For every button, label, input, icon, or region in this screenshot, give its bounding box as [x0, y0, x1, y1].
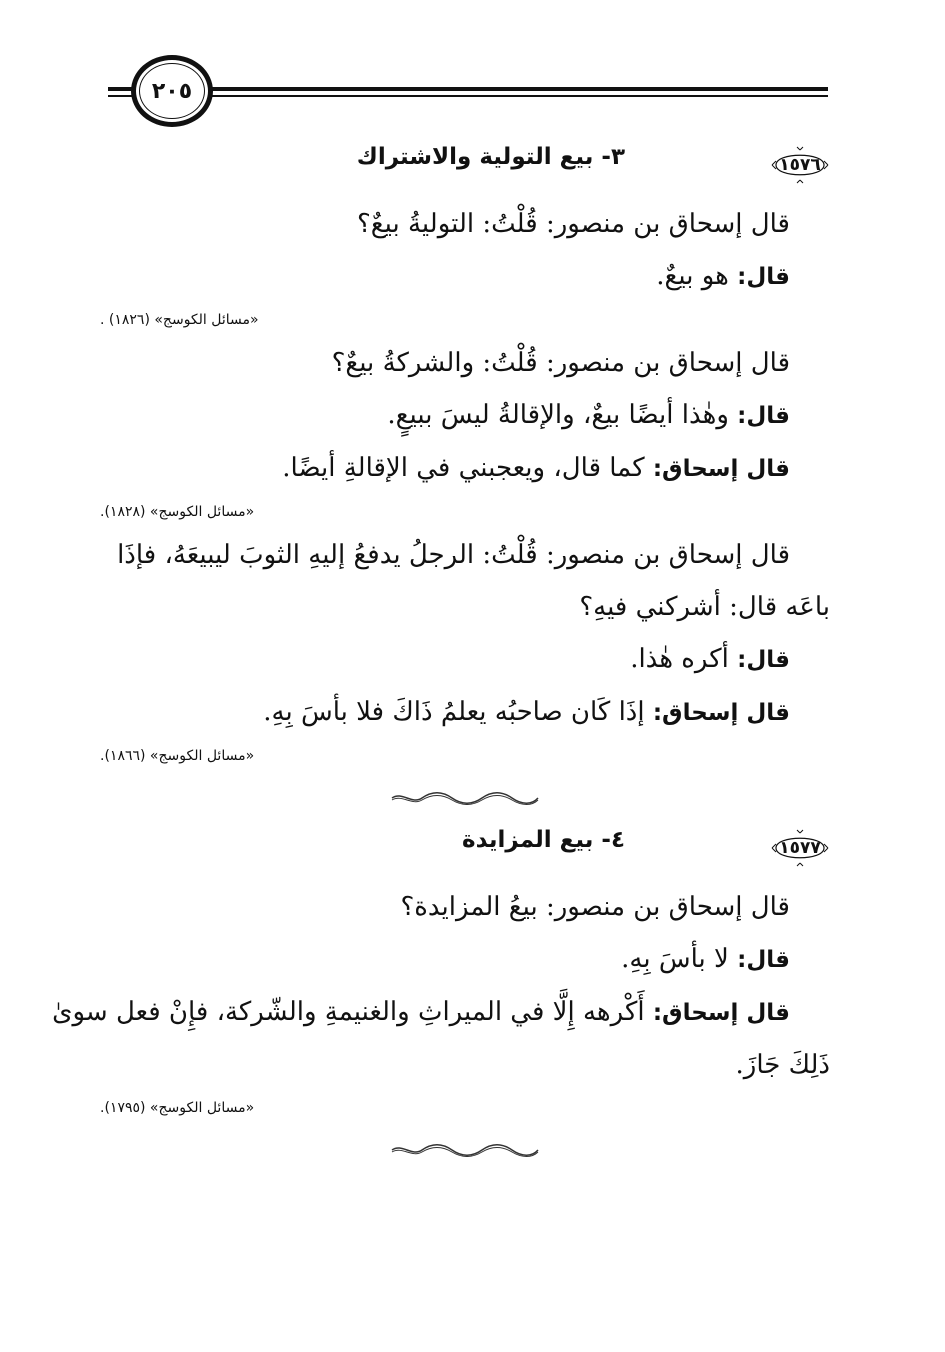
source-citation [100, 739, 830, 773]
speaker-label: قال إسحاق: [652, 700, 790, 726]
line-text: أَكْرهه إِلَّا في الميراثِ والغنيمةِ والشّركة، فإِنْ فعل سوىٰ [52, 997, 653, 1027]
section-heading [100, 140, 830, 198]
line-text: إذَا كَان صاحبُه يعلمُ ذَاكَ فلا بأسَ بِهِ. [263, 697, 653, 727]
line-text: قال إسحاق بن منصور: قُلْتُ: والشركةُ بيعٌ؟ [331, 348, 790, 378]
speaker-label: قال إسحاق: [652, 1000, 790, 1026]
line-text: كما قال، ويعجبني في الإقالةِ أيضًا. [282, 453, 653, 483]
line-text: قال إسحاق بن منصور: قُلْتُ: الرجلُ يدفعُ إليهِ الثوبَ ليبيعَهُ، فإذَا [117, 540, 790, 570]
text-line [52, 986, 830, 1039]
section-divider [100, 1125, 830, 1175]
page-number: ٢٠٥ [139, 63, 205, 119]
section-title: ٤- بيع المزايدة [462, 827, 625, 853]
line-text: لا بأسَ بِهِ. [621, 944, 738, 974]
text-line [100, 881, 830, 933]
section-divider-icon [390, 791, 540, 805]
speaker-label: قال: [737, 647, 790, 673]
text-line [100, 337, 830, 389]
item-number: ١٥٧٧ [779, 838, 821, 858]
text-line [100, 686, 830, 739]
section-divider [100, 773, 830, 823]
text-line-continued [100, 1039, 830, 1091]
text-line [100, 389, 830, 442]
source-citation [100, 303, 830, 337]
line-text: هو بيعٌ. [656, 261, 738, 291]
text-line [100, 633, 830, 686]
line-text: باعَه قال: أشركني فيهِ؟ [579, 592, 830, 622]
citation-text: «مسائل الكوسج» (١٨٦٦). [100, 748, 255, 764]
text-line [100, 198, 830, 250]
line-text: أكره هٰذا. [630, 644, 738, 674]
source-citation [100, 1091, 830, 1125]
page-header [0, 0, 945, 140]
text-line [100, 442, 830, 495]
line-text: قال إسحاق بن منصور: بيعُ المزايدة؟ [400, 892, 790, 922]
speaker-label: قال: [737, 403, 790, 429]
section-title: ٣- بيع التولية والاشتراك [356, 144, 625, 170]
source-citation [100, 495, 830, 529]
speaker-label: قال إسحاق: [652, 456, 790, 482]
header-rule-thick [108, 87, 828, 91]
item-number: ١٥٧٦ [779, 155, 821, 175]
section-s1 [100, 140, 830, 823]
text-line [100, 933, 830, 986]
section-s2 [52, 823, 830, 1175]
citation-text: «مسائل الكوسج» (١٨٢٦) . [100, 312, 259, 328]
text-line [100, 529, 830, 581]
header-rule-thin [108, 95, 828, 97]
item-number-badge [770, 829, 830, 867]
text-line-continued [100, 581, 830, 633]
line-text: قال إسحاق بن منصور: قُلْتُ: التوليةُ بيعٌ؟ [357, 209, 790, 239]
page-body [52, 140, 830, 1175]
line-text: وهٰذا أيضًا بيعٌ، والإقالةُ ليسَ ببيعٍ. [387, 400, 738, 430]
citation-text: «مسائل الكوسج» (١٨٢٨). [100, 504, 255, 520]
item-number-badge [770, 146, 830, 184]
text-line [100, 250, 830, 303]
line-text: ذَلِكَ جَازَ. [735, 1050, 830, 1080]
section-divider-icon [390, 1143, 540, 1157]
speaker-label: قال: [737, 947, 790, 973]
speaker-label: قال: [737, 264, 790, 290]
section-heading [100, 823, 830, 881]
citation-text: «مسائل الكوسج» (١٧٩٥). [100, 1100, 255, 1116]
